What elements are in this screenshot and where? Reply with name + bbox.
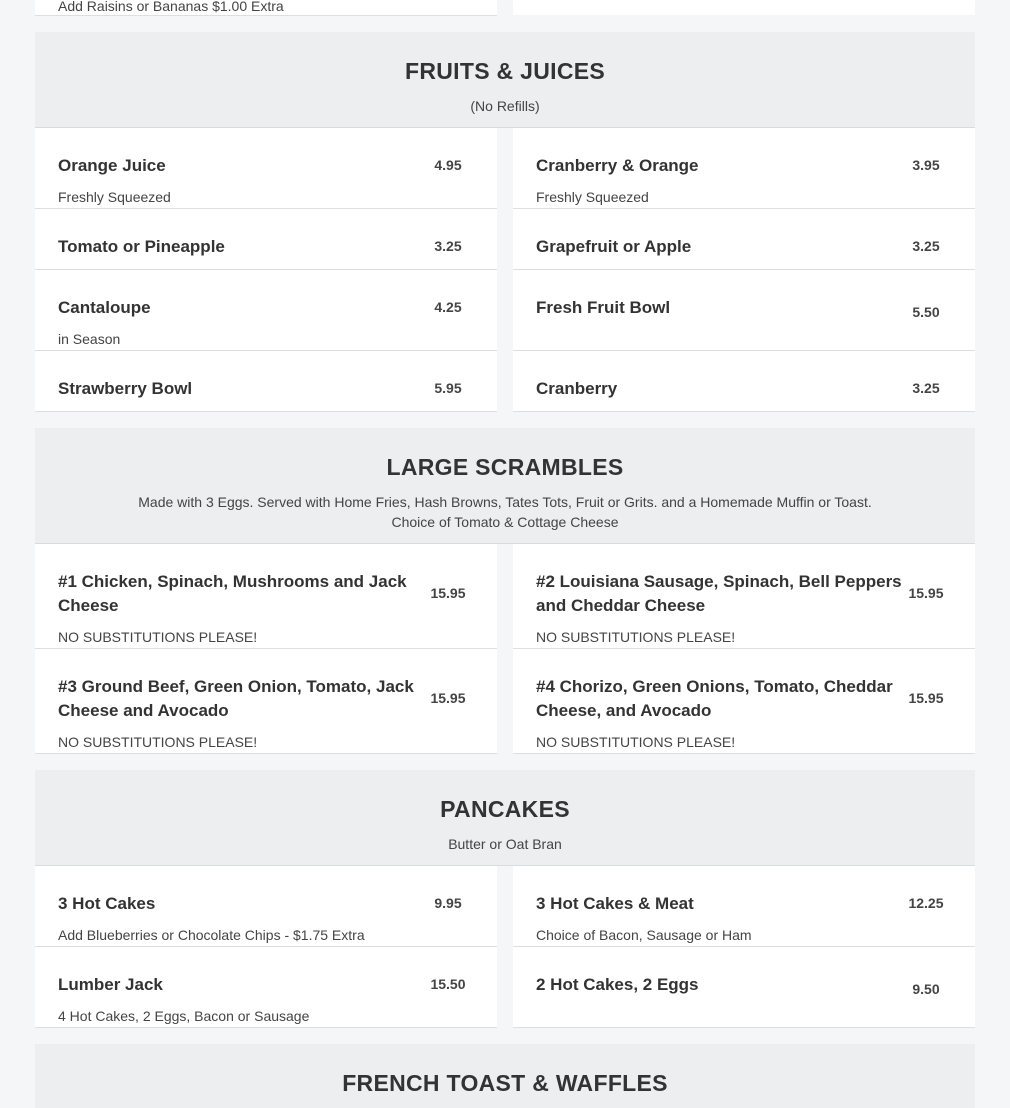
item-name-line-1: #3 Ground Beef, Green Onion, Tomato, Jack xyxy=(58,677,414,696)
item-price: 15.95 xyxy=(908,585,944,601)
menu-item[interactable] xyxy=(513,270,975,350)
menu-item[interactable] xyxy=(513,544,975,648)
item-description: Add Blueberries or Chocolate Chips - $1.75 Extra xyxy=(58,927,365,943)
section-subtitle-line-2: Choice of Tomato & Cottage Cheese xyxy=(391,514,619,530)
item-description: NO SUBSTITUTIONS PLEASE! xyxy=(536,734,736,750)
menu-item[interactable] xyxy=(513,351,975,411)
divider xyxy=(513,411,975,412)
item-description: NO SUBSTITUTIONS PLEASE! xyxy=(58,734,258,750)
menu-item[interactable] xyxy=(35,351,497,411)
item-name: Lumber Jack xyxy=(58,975,163,994)
menu-item[interactable] xyxy=(513,947,975,1027)
menu-item[interactable] xyxy=(35,866,497,946)
divider xyxy=(35,753,497,754)
menu-item[interactable] xyxy=(35,128,497,208)
item-price: 3.25 xyxy=(912,238,940,254)
item-name-line-1: #2 Louisiana Sausage, Spinach, Bell Peppers xyxy=(536,572,902,591)
item-name-line-2: Cheese xyxy=(58,596,119,615)
item-name: 3 Hot Cakes & Meat xyxy=(536,894,694,913)
item-price: 15.95 xyxy=(430,690,466,706)
section-title: FRUITS & JUICES xyxy=(404,58,606,84)
section-subtitle-line-1: Made with 3 Eggs. Served with Home Fries, Hash Browns, Tates Tots, Fruit or Grits. and a Homemade Muffin or Toast. xyxy=(138,494,872,510)
menu-item[interactable] xyxy=(513,649,975,753)
section-title: FRENCH TOAST & WAFFLES xyxy=(342,1070,668,1096)
section-subtitle: (No Refills) xyxy=(470,98,540,114)
divider xyxy=(35,1027,497,1028)
top-item-note: Add Raisins or Bananas $1.00 Extra xyxy=(58,0,284,14)
item-price: 5.50 xyxy=(912,304,940,320)
item-price: 15.50 xyxy=(430,976,466,992)
menu-item[interactable] xyxy=(513,128,975,208)
item-price: 4.95 xyxy=(434,157,462,173)
menu-item[interactable] xyxy=(513,209,975,269)
menu-item[interactable] xyxy=(35,649,497,753)
item-name-line-1: #1 Chicken, Spinach, Mushrooms and Jack xyxy=(58,572,407,591)
menu-item[interactable] xyxy=(513,866,975,946)
item-description: Choice of Bacon, Sausage or Ham xyxy=(536,927,752,943)
item-description: Freshly Squeezed xyxy=(58,189,171,205)
section-header-french-toast xyxy=(35,1044,975,1108)
item-name: Grapefruit or Apple xyxy=(536,237,692,256)
item-price: 15.95 xyxy=(908,690,944,706)
item-price: 9.95 xyxy=(434,895,462,911)
divider xyxy=(35,411,497,412)
menu-item[interactable] xyxy=(35,947,497,1027)
item-description: NO SUBSTITUTIONS PLEASE! xyxy=(58,629,258,645)
item-name: Cranberry & Orange xyxy=(536,156,699,175)
divider xyxy=(35,15,497,16)
item-name-line-2: and Cheddar Cheese xyxy=(536,596,706,615)
item-name: 2 Hot Cakes, 2 Eggs xyxy=(536,975,699,994)
divider xyxy=(513,753,975,754)
divider xyxy=(513,1027,975,1028)
item-name: Tomato or Pineapple xyxy=(58,237,225,256)
menu-item-card xyxy=(513,0,975,15)
item-name: 3 Hot Cakes xyxy=(58,894,156,913)
item-name: Fresh Fruit Bowl xyxy=(536,298,671,317)
item-name-line-1: #4 Chorizo, Green Onions, Tomato, Cheddar xyxy=(536,677,893,696)
item-price: 3.25 xyxy=(434,238,462,254)
item-price: 4.25 xyxy=(434,299,462,315)
item-price: 9.50 xyxy=(912,981,940,997)
item-name: Cranberry xyxy=(536,379,618,398)
item-description: Freshly Squeezed xyxy=(536,189,649,205)
section-title: PANCAKES xyxy=(440,796,570,822)
section-header-scrambles xyxy=(35,428,975,544)
item-description: 4 Hot Cakes, 2 Eggs, Bacon or Sausage xyxy=(58,1008,310,1024)
menu-item[interactable] xyxy=(35,270,497,350)
item-price: 12.25 xyxy=(908,895,944,911)
section-header-pancakes xyxy=(35,770,975,866)
item-description: NO SUBSTITUTIONS PLEASE! xyxy=(536,629,736,645)
menu-item[interactable] xyxy=(35,209,497,269)
section-subtitle: Butter or Oat Bran xyxy=(448,836,562,852)
section-title: LARGE SCRAMBLES xyxy=(386,454,624,480)
item-name: Strawberry Bowl xyxy=(58,379,193,398)
item-price: 5.95 xyxy=(434,380,462,396)
item-name-line-2: Cheese and Avocado xyxy=(58,701,229,720)
section-header-fruits xyxy=(35,32,975,128)
item-description: in Season xyxy=(58,331,121,347)
menu-item[interactable] xyxy=(35,544,497,648)
item-price: 3.25 xyxy=(912,380,940,396)
item-price: 3.95 xyxy=(912,157,940,173)
item-name: Orange Juice xyxy=(58,156,166,175)
item-name-line-2: Cheese, and Avocado xyxy=(536,701,712,720)
item-price: 15.95 xyxy=(430,585,466,601)
item-name: Cantaloupe xyxy=(58,298,151,317)
